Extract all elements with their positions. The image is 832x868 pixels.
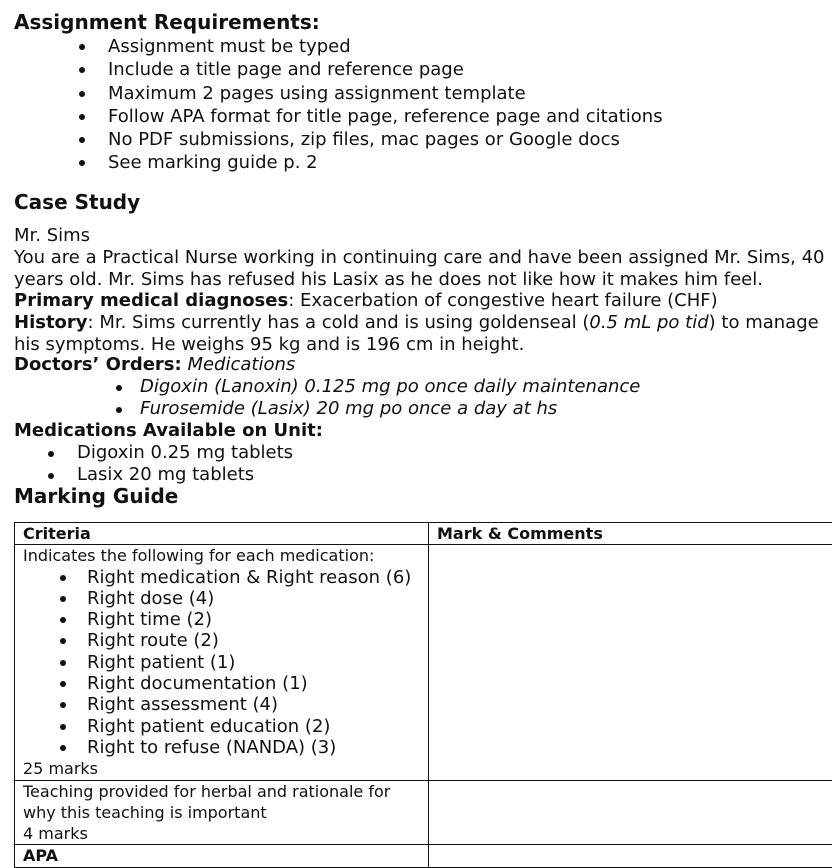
orders-label: Doctors’ Orders:: [14, 354, 182, 375]
available-label: Medications Available on Unit:: [14, 420, 323, 441]
history-label: History: [14, 312, 88, 333]
list-item: Maximum 2 pages using assignment template: [108, 82, 663, 105]
comments-cell[interactable]: [429, 845, 832, 867]
list-item: Lasix 20 mg tablets: [77, 464, 293, 486]
table-row: [15, 545, 832, 780]
criteria-cell: [15, 545, 429, 780]
list-item: Furosemide (Lasix) 20 mg po once a day at hs: [140, 398, 640, 420]
list-item: Right dose (4): [87, 588, 428, 609]
requirements-heading: Assignment Requirements:: [14, 10, 320, 34]
list-item: Digoxin 0.25 mg tablets: [77, 442, 293, 464]
list-item: Assignment must be typed: [108, 35, 663, 58]
list-item: Right to refuse (NANDA) (3): [87, 737, 428, 758]
available-list: [77, 442, 293, 485]
diagnosis-line: [14, 290, 826, 312]
table-header-row: [15, 523, 832, 545]
diagnosis-label: Primary medical diagnoses: [14, 290, 288, 311]
list-item: Right patient education (2): [87, 716, 428, 737]
list-item: Right route (2): [87, 630, 428, 651]
case-intro: You are a Practical Nurse working in continuing care and have been assigned Mr. Sims, 40 years old. Mr. Sims has refused his Lasix as he does not like how it makes him feel.: [14, 247, 826, 290]
row1-marks: 25 marks: [23, 758, 428, 779]
patient-name: Mr. Sims: [14, 225, 826, 247]
criteria-cell: [15, 845, 429, 867]
list-item: Digoxin (Lanoxin) 0.125 mg po once daily maintenance: [140, 376, 640, 398]
table-row: [15, 780, 832, 845]
criteria-list: [23, 567, 428, 759]
list-item: Right assessment (4): [87, 694, 428, 715]
orders-line: [14, 354, 826, 376]
list-item: Right time (2): [87, 609, 428, 630]
row3-partial: APA: [23, 845, 428, 866]
marking-guide-table: [14, 522, 832, 868]
row2-marks: 4 marks: [23, 823, 428, 844]
comments-cell[interactable]: [429, 780, 832, 845]
row1-intro: Indicates the following for each medication:: [23, 545, 428, 566]
row2-text-2: why this teaching is important: [23, 802, 428, 823]
table-row: [15, 845, 832, 867]
list-item: Right documentation (1): [87, 673, 428, 694]
comments-cell[interactable]: [429, 545, 832, 780]
diagnosis-text: : Exacerbation of congestive heart failure (CHF): [288, 290, 717, 311]
criteria-header: Criteria: [15, 523, 429, 545]
list-item: Right medication & Right reason (6): [87, 567, 428, 588]
marks-header: Mark & Comments: [429, 523, 832, 545]
case-study-heading: Case Study: [14, 190, 140, 214]
criteria-cell: [15, 780, 429, 845]
requirements-list: [108, 35, 663, 175]
history-text-1: : Mr. Sims currently has a cold and is using goldenseal (: [88, 312, 590, 333]
list-item: Right patient (1): [87, 652, 428, 673]
list-item: See marking guide p. 2: [108, 151, 663, 174]
list-item: No PDF submissions, zip files, mac pages or Google docs: [108, 128, 663, 151]
list-item: Follow APA format for title page, reference page and citations: [108, 105, 663, 128]
row2-text-1: Teaching provided for herbal and rationale for: [23, 781, 428, 802]
available-line: [14, 420, 826, 442]
marking-guide-heading: Marking Guide: [14, 484, 178, 508]
orders-list: [140, 376, 640, 419]
history-dose: 0.5 mL po tid: [589, 312, 708, 333]
history-line: [14, 312, 826, 355]
list-item: Include a title page and reference page: [108, 58, 663, 81]
orders-sub: Medications: [187, 354, 295, 375]
history-text-2: ) to manage his symptoms. He weighs 95 kg and is 196 cm in height.: [14, 312, 819, 355]
